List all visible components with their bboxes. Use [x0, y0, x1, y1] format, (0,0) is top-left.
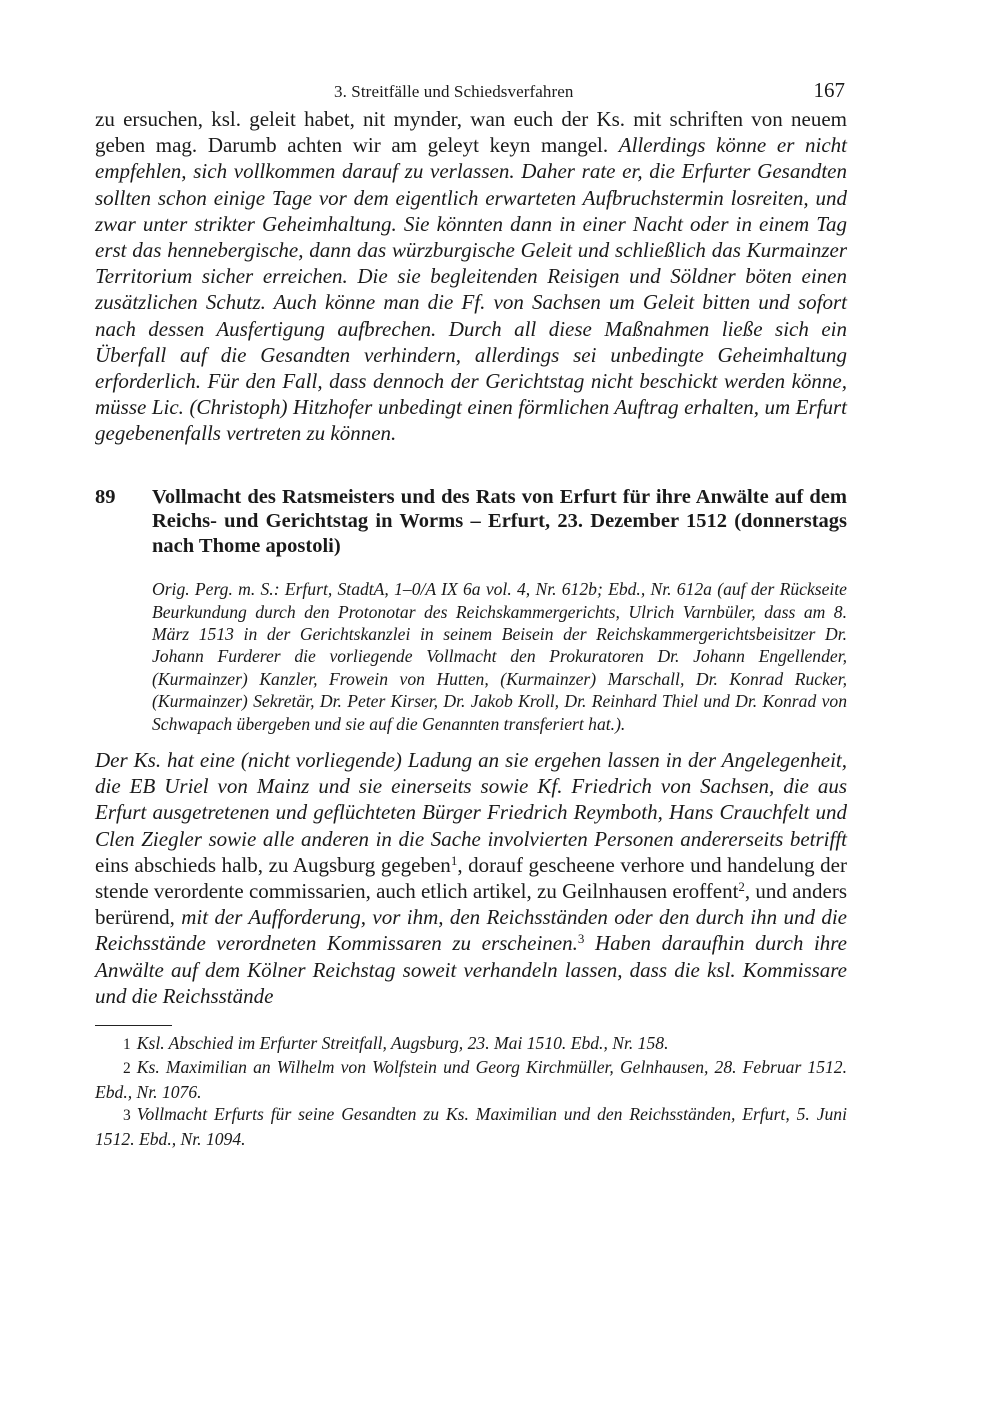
- page-header: [95, 78, 847, 106]
- text-seg-1: Der Ks. hat eine (nicht vorliegende) Ladung an sie ergehen lassen in der Angelegenheit, die EB Uriel von Mainz und sie einerseits sowie Kf. Friedrich von Sachsen, die aus Erfurt ausgetretenen und geflüchteten Bürger Friedrich Reymboth, Hans Crauchfelt und Clen Ziegler sowie alle anderen in die Sache involvierten Personen andererseits betrifft: [95, 747, 847, 851]
- footnote: [95, 1056, 847, 1103]
- running-head: 3. Streitfälle und Schiedsverfahren: [334, 82, 574, 101]
- footnote-text: Ks. Maximilian an Wilhelm von Wolfstein und Georg Kirchmüller, Gelnhausen, 28. Februar 1512. Ebd., Nr. 1076.: [95, 1057, 847, 1102]
- document-number: 89: [95, 485, 116, 508]
- footnotes: [95, 1032, 847, 1150]
- text-seg-4: , und anders berürend,: [95, 879, 847, 930]
- top-paragraph-italic: Allerdings könne er nicht empfehlen, sich vollkommen darauf zu verlassen. Daher rate er, die Erfurter Gesandten sollten schon einige Tage vor dem eigentlich erwarteten Aufbruchstermin losreiten, und zwar unter strikter Geheimhaltung. Sie könnten dann in einer Nacht oder in einem Tag erst das hennebergische, dann das würzburgische Geleit und schließlich das Kurmainzer Territorium sicher erreichen. Die sie begleitenden Reisigen und Söldner böten einen zusätzlichen Schutz. Auch könne man die Ff. von Sachsen um Geleit bitten und sofort nach dessen Ausfertigung aufbrechen. Durch all diese Maßnahmen ließe sich ein Überfall auf die Gesandten verhindern, allerdings sei unbedingte Geheimhaltung erforderlich. Für den Fall, dass dennoch der Gerichtstag nicht beschickt werden könne, müsse Lic. (Christoph) Hitzhofer unbedingt einen förmlichen Auftrag erhalten, um Erfurt gegebenenfalls vertreten zu können.: [95, 133, 848, 446]
- footnote-number: 3: [123, 1107, 131, 1125]
- document-text: [95, 747, 847, 1009]
- text-seg-6: Haben daraufhin durch ihre Anwälte auf dem Kölner Reichstag soweit verhandeln lassen, dass die ksl. Kommissare und die Reichsstände: [95, 931, 848, 1008]
- document-heading: [95, 485, 847, 559]
- footnote-text: Ksl. Abschied im Erfurter Streitfall, Augsburg, 23. Mai 1510. Ebd., Nr. 158.: [136, 1033, 669, 1054]
- footnote: [95, 1032, 847, 1056]
- top-paragraph-roman: zu ersuchen, ksl. geleit habet, nit mynder, wan euch der Ks. mit schriften von neuem geben mag. Darumb achten wir am geleyt keyn mangel.: [95, 107, 847, 158]
- top-paragraph: [95, 106, 847, 447]
- page-number: 167: [813, 78, 845, 102]
- footnote-ref-2: 2: [738, 878, 745, 894]
- footnote-ref-3: 3: [577, 931, 585, 947]
- text-seg-5: mit der Aufforderung, vor ihm, den Reichsständen oder den durch ihn und die Reichsstände verordneten Kommissaren zu erscheinen.: [95, 905, 847, 956]
- footnote-rule: [95, 1025, 172, 1026]
- text-seg-2: eins abschieds halb, zu Augsburg gegeben: [95, 852, 451, 877]
- footnote-text: Vollmacht Erfurts für seine Gesandten zu Ks. Maximilian und den Reichsständen, Erfurt, 5. Juni 1512. Ebd., Nr. 1094.: [95, 1104, 847, 1149]
- page: [95, 78, 847, 1150]
- footnote-ref-1: 1: [450, 852, 458, 868]
- footnote-number: 2: [123, 1060, 131, 1078]
- footnote-number: 1: [123, 1036, 131, 1054]
- document-title: Vollmacht des Ratsmeisters und des Rats von Erfurt für ihre Anwälte auf dem Reichs- und Gerichtstag in Worms – Erfurt, 23. Dezember 1512 (donnerstags nach Thome apostoli): [152, 485, 847, 557]
- source-note: Orig. Perg. m. S.: Erfurt, StadtA, 1–0/A IX 6a vol. 4, Nr. 612b; Ebd., Nr. 612a (auf der Rückseite Beurkundung durch den Protonotar des Reichskammergerichts, Ulrich Varnbüler, dass am 8. März 1513 in der Gerichtskanzlei in seinem Beisein der Reichskammergerichtsbeisitzer Dr. Johann Furderer die vorliegende Vollmacht den Prokuratoren Dr. Johann Engellender, (Kurmainzer) Kanzler, Frowein von Hutten, (Kurmainzer) Marschall, Dr. Konrad Rucker, (Kurmainzer) Sekretär, Dr. Peter Kirser, Dr. Jakob Kroll, Dr. Reinhard Thiel und Dr. Konrad von Schwapach übergeben und sie auf die Genannten transferiert hat.).: [152, 579, 847, 734]
- footnote: [95, 1103, 847, 1150]
- text-seg-3: , dorauf gescheene verhore und handelung der stende verordente commissarien, auch etlich artikel, zu Geilnhausen eroffent: [95, 852, 847, 903]
